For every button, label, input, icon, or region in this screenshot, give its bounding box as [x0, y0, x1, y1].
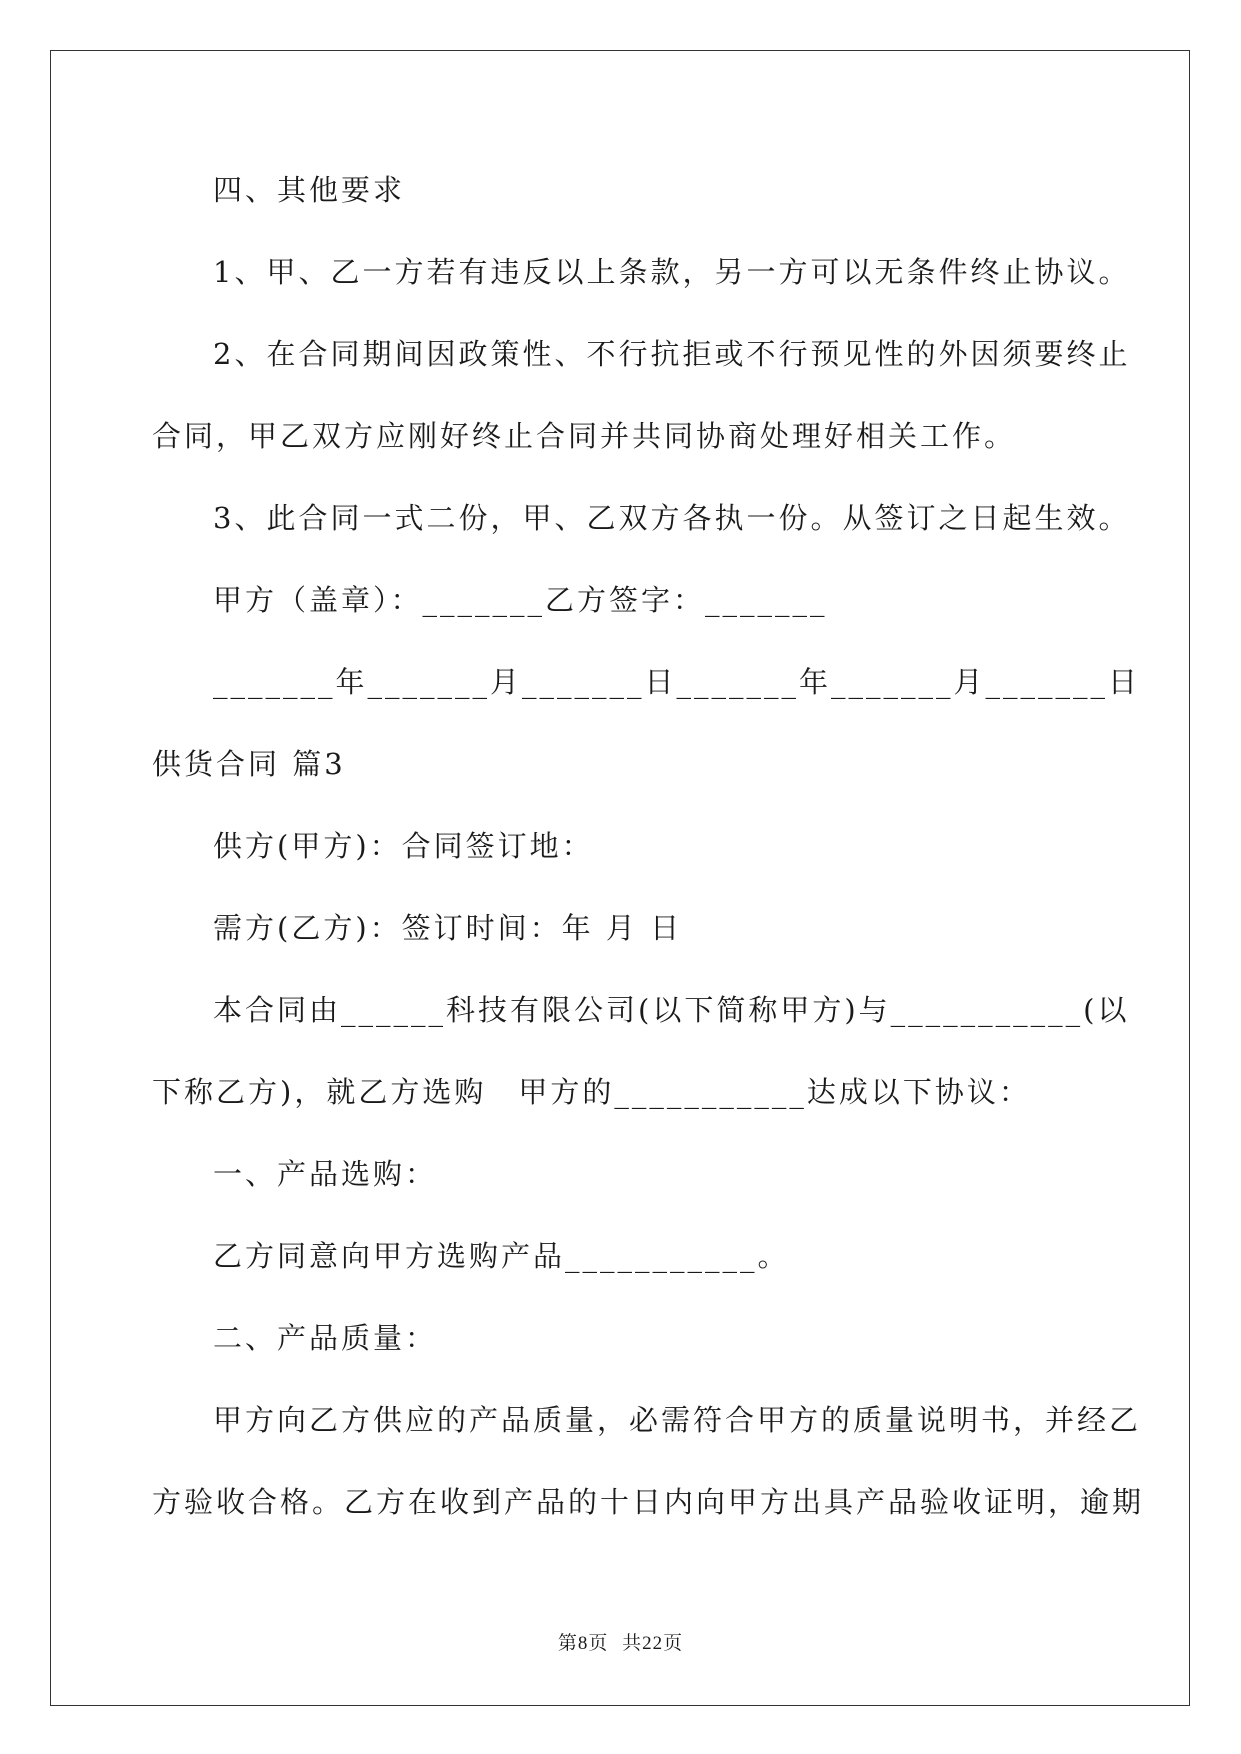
- section-heading-other-requirements: 四、其他要求: [213, 173, 406, 207]
- signature-line: 甲方（盖章）：_______乙方签字：_______: [213, 583, 828, 617]
- purchase-clause: 乙方同意向甲方选购产品___________。: [213, 1239, 790, 1273]
- section-heading-quality: 二、产品质量：: [213, 1321, 438, 1355]
- buyer-line: 需方(乙方)：签订时间：年 月 日: [213, 911, 683, 945]
- page-number: 第8页: [557, 1633, 609, 1654]
- intro-paragraph-line-1: 本合同由______科技有限公司(以下简称甲方)与___________(以: [213, 993, 1130, 1027]
- intro-paragraph-line-2: 下称乙方)，就乙方选购 甲方的___________达成以下协议：: [152, 1075, 1031, 1109]
- page-total: 共22页: [622, 1633, 684, 1654]
- clause-3: 3、此合同一式二份，甲、乙双方各执一份。从签订之日起生效。: [213, 501, 1131, 535]
- quality-clause-line-1: 甲方向乙方供应的产品质量，必需符合甲方的质量说明书，并经乙: [213, 1403, 1142, 1437]
- supplier-line: 供方(甲方)：合同签订地：: [213, 829, 594, 863]
- contract-title: 供货合同 篇3: [152, 747, 346, 781]
- page-frame: [50, 50, 1190, 1706]
- quality-clause-line-2: 方验收合格。乙方在收到产品的十日内向甲方出具产品验收证明，逾期: [152, 1485, 1145, 1519]
- clause-2-line-2: 合同，甲乙双方应刚好终止合同并共同协商处理好相关工作。: [152, 419, 1017, 453]
- section-heading-purchase: 一、产品选购：: [213, 1157, 438, 1191]
- page-footer: [0, 1632, 1241, 1656]
- clause-1: 1、甲、乙一方若有违反以上条款，另一方可以无条件终止协议。: [213, 255, 1131, 289]
- clause-2-line-1: 2、在合同期间因政策性、不行抗拒或不行预见性的外因须要终止: [213, 337, 1131, 371]
- date-line: _______年_______月_______日_______年_______月_______日: [213, 665, 1141, 699]
